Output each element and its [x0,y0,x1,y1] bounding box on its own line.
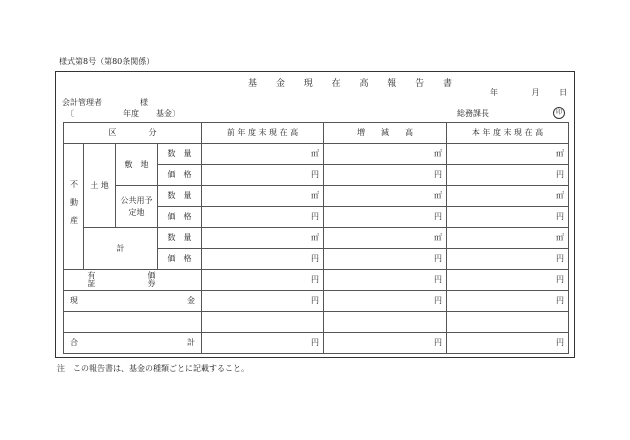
table-row [64,186,569,207]
table-row [64,291,569,312]
blank-cell [324,312,447,333]
quantity-label: 数 量 [158,144,202,165]
unit-yen: 円 [324,333,447,354]
table-row [64,144,569,165]
securities-label [64,270,208,291]
form-number-label: 様式第8号（第80条関係） [59,57,155,66]
fund-name-label: 基金〕 [156,109,180,118]
price-label: 価 格 [158,165,202,186]
grand-total-label [64,333,202,354]
blank-cell [202,312,324,333]
unit-area: ㎡ [447,228,569,249]
unit-yen: 円 [202,207,324,228]
fund-year-label: 年度 [123,109,139,118]
unit-area: ㎡ [324,186,447,207]
sum-left-char: 合 [70,338,78,347]
header-change: 増 減 高 [324,123,447,144]
unit-yen: 円 [324,291,447,312]
unit-yen: 円 [447,165,569,186]
planned-site-label: 公共用予定地 [120,196,153,217]
unit-area: ㎡ [324,144,447,165]
unit-yen: 円 [324,270,447,291]
price-label: 価 格 [158,249,202,270]
unit-yen: 円 [324,207,447,228]
unit-area: ㎡ [202,144,324,165]
cash-right-char: 金 [187,296,195,305]
year-label: 年 [490,88,498,97]
month-label: 月 [531,88,540,97]
seal-mark: 印 [553,107,565,119]
unit-yen: 円 [447,249,569,270]
unit-yen: 円 [324,249,447,270]
director-label: 総務課長 [457,109,489,118]
date-field [490,89,567,97]
unit-yen: 円 [447,207,569,228]
unit-yen: 円 [202,249,324,270]
unit-yen: 円 [447,270,569,291]
price-label: 価 格 [158,207,202,228]
quantity-label: 数 量 [158,186,202,207]
day-label: 日 [559,88,568,97]
table-row [64,228,569,249]
table-row [64,333,569,354]
unit-area: ㎡ [324,228,447,249]
header-category: 区 分 [64,123,202,144]
report-table [63,122,569,354]
header-previous: 前 年 度 末 現 在 高 [202,123,324,144]
addressee-title: 会計管理者 [62,98,102,107]
unit-yen: 円 [202,165,324,186]
cash-left-char: 現 [70,296,78,305]
blank-cell [447,312,569,333]
land-label: 土 地 [84,144,116,228]
unit-yen: 円 [202,291,324,312]
header-row [64,123,569,144]
unit-yen: 円 [202,270,324,291]
report-title: 基 金 現 在 高 報 告 書 [248,79,461,89]
table-row [64,270,569,291]
unit-area: ㎡ [447,144,569,165]
unit-yen: 円 [202,333,324,354]
planned-site-cell [116,186,158,228]
unit-yen: 円 [447,291,569,312]
blank-cell [64,312,202,333]
unit-area: ㎡ [202,228,324,249]
unit-yen: 円 [447,333,569,354]
cash-label [64,291,202,312]
addressee-suffix: 様 [140,98,148,107]
subtotal-label: 計 [84,228,158,270]
blank-row [64,312,569,333]
sum-right-char: 計 [187,338,195,347]
real-estate-label: 不動産 [69,179,79,234]
real-estate-cell [64,144,84,270]
header-current: 本 年 度 末 現 在 高 [447,123,569,144]
footnote: 注 この報告書は、基金の種類ごとに記載すること。 [57,364,249,373]
securities-text: 有 価 証 券 [87,271,208,288]
unit-yen: 円 [324,165,447,186]
unit-area: ㎡ [202,186,324,207]
quantity-label: 数 量 [158,228,202,249]
site-label: 敷 地 [116,144,158,186]
unit-area: ㎡ [447,186,569,207]
fund-open-bracket: 〔 [66,109,74,118]
